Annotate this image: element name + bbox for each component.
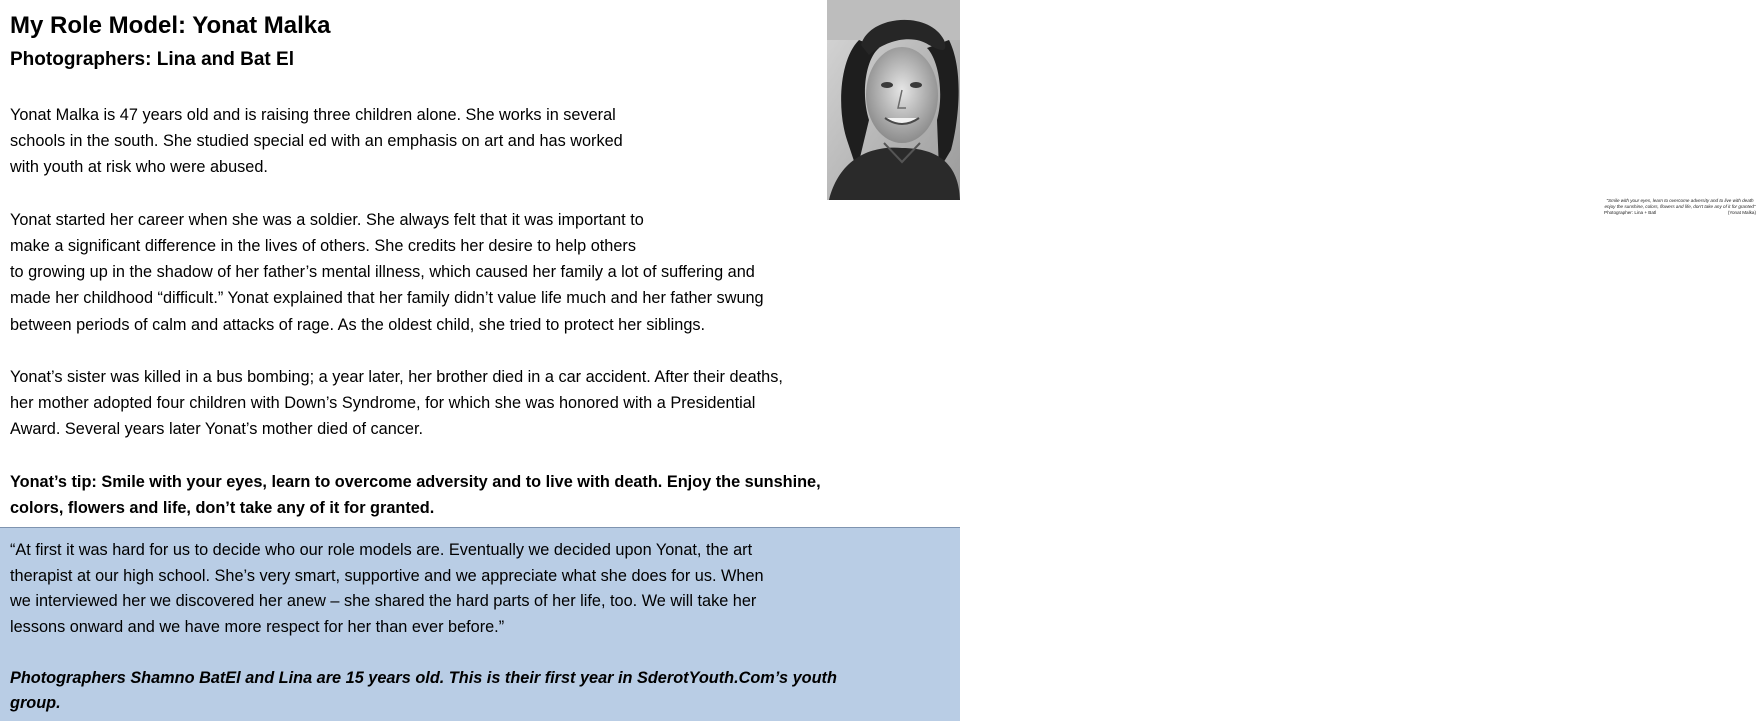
body-line: with youth at risk who were abused. [10, 158, 268, 177]
body-line: made her childhood “difficult.” Yonat explained that her family didn’t value life much and her father swung [10, 289, 764, 308]
slide-title: My Role Model: Yonat Malka [10, 12, 331, 39]
photo-caption-credit: Photographer: Lina + Batl [1604, 210, 1657, 216]
photo-caption [1604, 198, 1756, 216]
photo-caption-subject: (Yonat Malka) [1727, 210, 1756, 216]
quote-line: “At first it was hard for us to decide who our role models are. Eventually we decided upon Yonat, the art [10, 541, 753, 559]
body-line: to growing up in the shadow of her father’s mental illness, which caused her family a lot of suffering and [10, 263, 755, 282]
footer-line: group. [10, 694, 61, 712]
body-line: make a significant difference in the lives of others. She credits her desire to help others [10, 236, 636, 255]
article-body [10, 102, 955, 521]
body-line: schools in the south. She studied special ed with an emphasis on art and has worked [10, 132, 623, 151]
quote-line: we interviewed her we discovered her anew – she shared the hard parts of her life, too. We will take her [10, 592, 757, 610]
body-line: Yonat’s sister was killed in a bus bombing; a year later, her brother died in a car accident. After their deaths, [10, 367, 783, 386]
tip-line: colors, flowers and life, don’t take any of it for granted. [10, 498, 435, 517]
quote-panel [0, 527, 960, 721]
body-line: Award. Several years later Yonat’s mother died of cancer. [10, 420, 423, 439]
photographers-subtitle: Photographers: Lina and Bat El [10, 49, 294, 70]
footer-line: Photographers Shamno BatEl and Lina are 15 years old. This is their first year in SderotYouth.Com’s youth [10, 668, 837, 687]
quote-line: therapist at our high school. She’s very smart, supportive and we appreciate what she does for us. When [10, 566, 764, 585]
body-line: her mother adopted four children with Down’s Syndrome, for which she was honored with a Presidential [10, 394, 756, 413]
body-line: Yonat Malka is 47 years old and is raising three children alone. She works in several [10, 106, 616, 124]
photo-caption-quote: "Smile with your eyes, learn to overcome adversity and to live with death enjoy the sunshine, colors, flowers and life, don't take any of it for granted" [1604, 198, 1756, 209]
quote-text [10, 538, 955, 717]
quote-line: lessons onward and we have more respect for her than ever before.” [10, 617, 505, 636]
body-line: between periods of calm and attacks of rage. As the oldest child, she tried to protect her siblings. [10, 315, 706, 334]
body-line: Yonat started her career when she was a soldier. She always felt that it was important to [10, 210, 644, 229]
tip-line: Yonat’s tip: Smile with your eyes, learn to overcome adversity and to live with death. Enjoy the sunshine, [10, 472, 821, 491]
